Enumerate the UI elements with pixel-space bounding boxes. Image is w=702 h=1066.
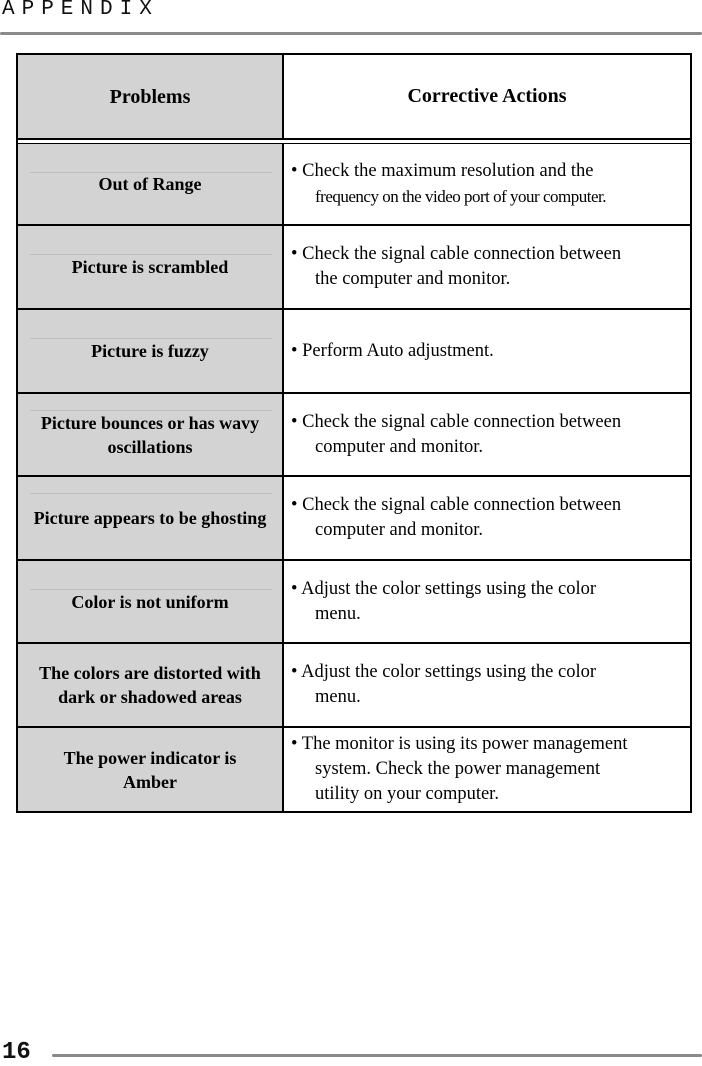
action-cell bbox=[284, 644, 690, 726]
column-header-actions bbox=[284, 55, 690, 138]
action-text-line: the computer and monitor. bbox=[315, 269, 511, 289]
table-row bbox=[18, 392, 690, 475]
action-text-line: menu. bbox=[315, 603, 361, 624]
page-number: 16 bbox=[2, 1039, 31, 1066]
action-text-line: • Check the signal cable connection between bbox=[291, 411, 622, 432]
action-text-line: • Perform Auto adjustment. bbox=[291, 340, 494, 361]
problem-cell bbox=[18, 310, 284, 392]
problem-label: Picture bounces or has wavy oscillations bbox=[40, 412, 260, 457]
action-text-line: • Check the signal cable connection between bbox=[291, 495, 622, 515]
action-text-line: computer and monitor. bbox=[315, 520, 484, 540]
action-text-line: computer and monitor. bbox=[315, 436, 484, 457]
problem-cell bbox=[18, 728, 284, 811]
problem-cell bbox=[18, 394, 284, 475]
table-row bbox=[18, 308, 690, 392]
action-cell bbox=[284, 477, 690, 559]
action-text-line: system. Check the power management bbox=[315, 759, 601, 779]
action-cell bbox=[284, 394, 690, 475]
problem-cell bbox=[18, 561, 284, 642]
action-cell bbox=[284, 728, 690, 811]
action-cell bbox=[284, 226, 690, 308]
table-row bbox=[18, 224, 690, 308]
problem-label: Out of Range bbox=[98, 174, 202, 194]
table-row bbox=[18, 475, 690, 559]
action-cell bbox=[284, 561, 690, 642]
column-header-problems-label: Problems bbox=[109, 85, 191, 108]
table-row bbox=[18, 726, 690, 811]
footer-divider bbox=[52, 1054, 702, 1057]
page-header-title: APPENDIX bbox=[2, 0, 159, 21]
table-row bbox=[18, 144, 690, 224]
table-header-row bbox=[18, 55, 690, 138]
action-text-line: frequency on the video port of your computer. bbox=[315, 187, 606, 206]
table-row bbox=[18, 559, 690, 642]
problem-cell bbox=[18, 644, 284, 726]
action-cell bbox=[284, 144, 690, 224]
column-header-problems bbox=[18, 55, 284, 138]
problem-label: The colors are distorted with dark or shadowed areas bbox=[39, 663, 261, 707]
problem-label: Picture is scrambled bbox=[71, 257, 229, 277]
action-text-line: • Check the signal cable connection between bbox=[291, 244, 622, 264]
action-text-line: utility on your computer. bbox=[315, 784, 499, 804]
problem-label: The power indicator is Amber bbox=[63, 747, 237, 792]
problem-cell bbox=[18, 226, 284, 308]
column-header-actions-label: Corrective Actions bbox=[407, 85, 567, 107]
problem-cell bbox=[18, 144, 284, 224]
table-row bbox=[18, 642, 690, 726]
action-text-line: • The monitor is using its power management bbox=[291, 734, 628, 754]
problem-cell bbox=[18, 477, 284, 559]
cell-decoration-line bbox=[30, 493, 272, 494]
troubleshooting-table bbox=[16, 53, 692, 813]
action-text-line: • Check the maximum resolution and the bbox=[291, 161, 594, 181]
header-divider bbox=[0, 32, 702, 35]
action-text-line: • Adjust the color settings using the color bbox=[291, 578, 597, 599]
action-text-line: menu. bbox=[315, 687, 361, 707]
problem-label: Picture is fuzzy bbox=[91, 341, 209, 361]
action-cell bbox=[284, 310, 690, 392]
problem-label: Color is not uniform bbox=[71, 591, 229, 612]
action-text-line: • Adjust the color settings using the color bbox=[291, 662, 597, 682]
problem-label: Picture appears to be ghosting bbox=[33, 508, 267, 528]
